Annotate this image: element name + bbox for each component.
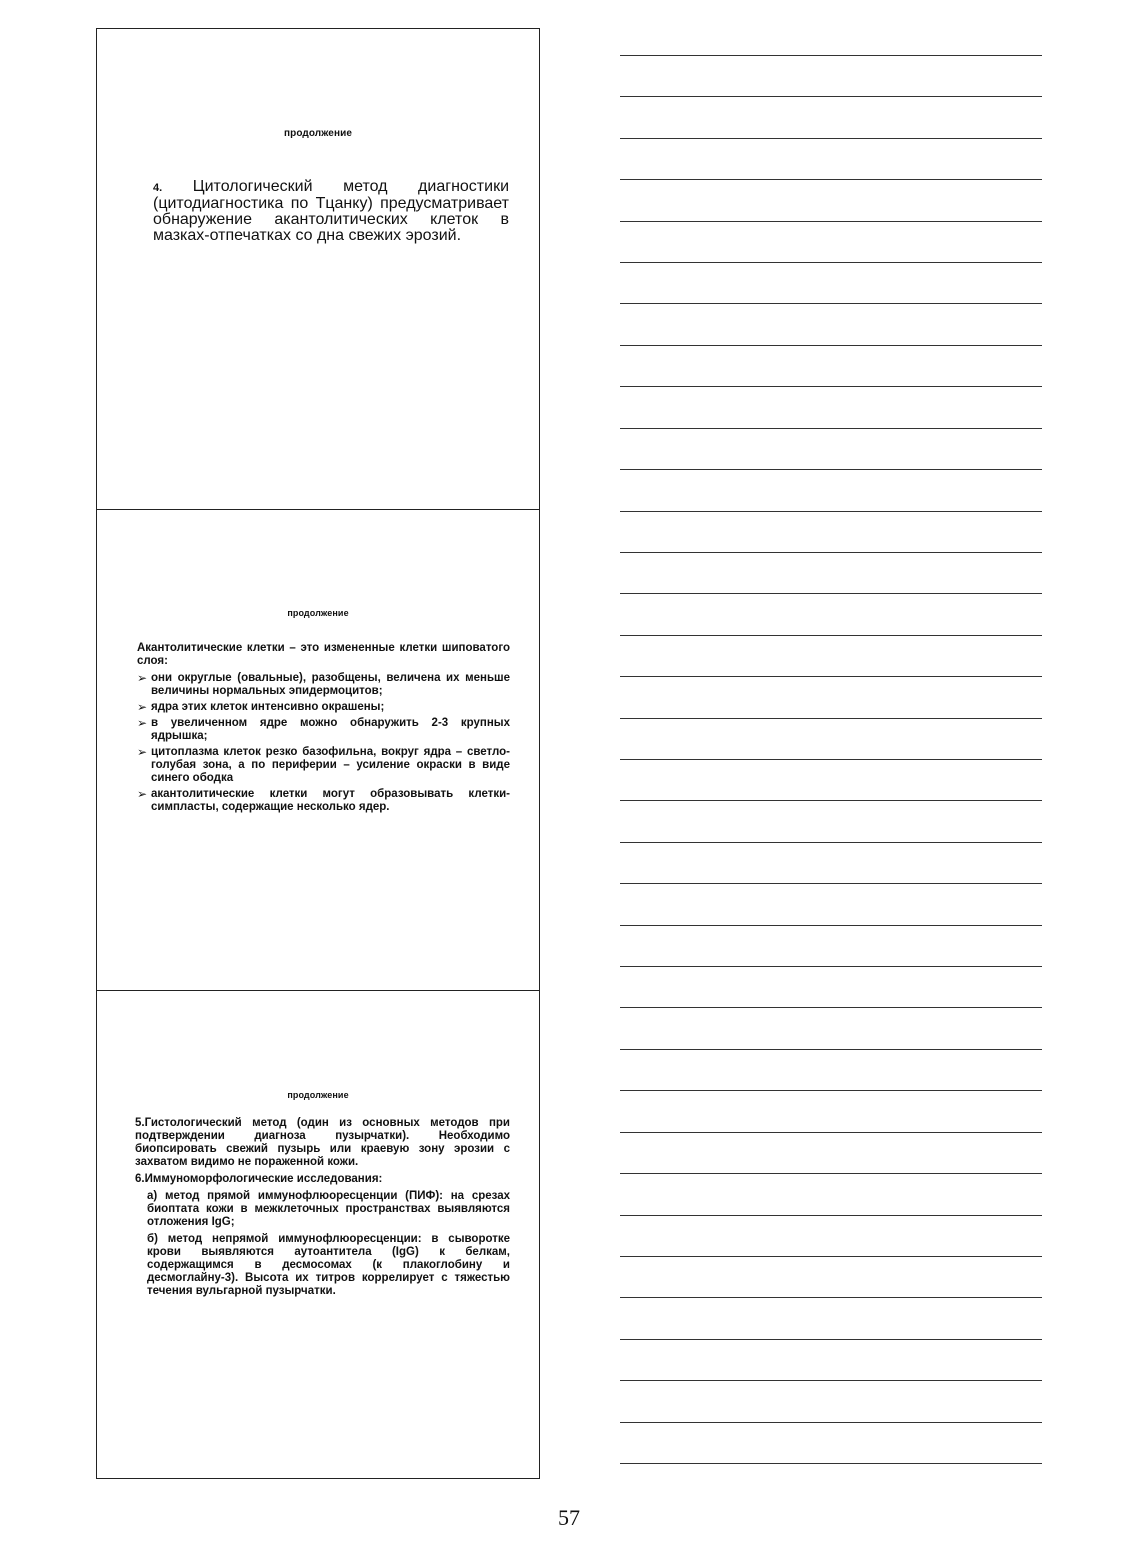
slide-text: [153, 179, 509, 244]
cytology-text: Цитологический метод диагностики (цитодиагностика по Тцанку) предусматривает обнаружение акантолитических клеток в мазках-отпечатках со дна свежих эрозий.: [153, 178, 510, 244]
slide-heading: продолжение: [287, 608, 349, 618]
note-line: [620, 1256, 1042, 1257]
slide-cytology: [97, 29, 539, 509]
note-line: [620, 759, 1042, 760]
note-line: [620, 428, 1042, 429]
slides-column: [96, 28, 540, 1479]
slide-heading: продолжение: [287, 1090, 349, 1100]
note-line: [620, 1049, 1042, 1050]
note-line: [620, 303, 1042, 304]
note-line: [620, 345, 1042, 346]
note-line: [620, 800, 1042, 801]
slide-body: [137, 642, 510, 817]
note-line: [620, 966, 1042, 967]
note-line: [620, 593, 1042, 594]
notes-lines-area: [620, 0, 1042, 1480]
page-number: 57: [558, 1505, 580, 1530]
histology-paragraph: 5.Гистологический метод (один из основных методов при подтверждении диагноза пузырчатки). Необходимо биопсировать свежий пузырь или краевую зону эрозии с захватом видимо не пораженной кожи.: [135, 1117, 510, 1168]
intro-text: Акантолитические клетки – это измененные клетки шиповатого слоя:: [137, 642, 510, 667]
note-line: [620, 96, 1042, 97]
note-line: [620, 925, 1042, 926]
note-line: [620, 262, 1042, 263]
note-line: [620, 1132, 1042, 1133]
note-line: [620, 55, 1042, 56]
note-line: [620, 1339, 1042, 1340]
list-item: ➢ цитоплазма клеток резко базофильна, вокруг ядра – светло-голубая зона, а по периферии – усиление окраски в виде синего ободка: [137, 745, 510, 784]
note-line: [620, 1090, 1042, 1091]
direct-if-paragraph: а) метод прямой иммунофлюоресценции (ПИФ): на срезах биоптата кожи в межклеточных пространствах выявляются отложения IgG;: [147, 1190, 510, 1228]
arrow-bullet-icon: ➢: [137, 745, 148, 759]
slide-heading: продолжение: [283, 128, 353, 139]
immunology-heading: 6.Иммуноморфологические исследования:: [135, 1173, 383, 1185]
note-line: [620, 635, 1042, 636]
slide-acantholytic-cells: [97, 509, 539, 990]
item-number: 4.: [153, 182, 163, 194]
slide-body: [135, 1117, 510, 1302]
arrow-bullet-icon: ➢: [137, 700, 148, 714]
bullet-list: [137, 672, 510, 814]
note-line: [620, 842, 1042, 843]
list-item: ➢ акантолитические клетки могут образовывать клетки-симпласты, содержащие несколько ядер.: [137, 787, 510, 813]
indirect-if-paragraph: б) метод непрямой иммунофлюоресценции: в сыворотке крови выявляются аутоантитела (IgG) к белкам, содержащимся в десмосомах (к плакоглобину и десмоглайну-3). Высота их титров коррелирует с тяжестью течения вульгарной пузырчатки.: [147, 1233, 510, 1297]
note-line: [620, 1380, 1042, 1381]
note-line: [620, 1007, 1042, 1008]
note-line: [620, 511, 1042, 512]
note-line: [620, 676, 1042, 677]
note-line: [620, 1297, 1042, 1298]
note-line: [620, 1215, 1042, 1216]
note-line: [620, 179, 1042, 180]
note-line: [620, 469, 1042, 470]
list-item: ➢ ядра этих клеток интенсивно окрашены;: [137, 700, 385, 714]
note-line: [620, 1422, 1042, 1423]
note-line: [620, 138, 1042, 139]
note-line: [620, 221, 1042, 222]
arrow-bullet-icon: ➢: [137, 787, 148, 801]
arrow-bullet-icon: ➢: [137, 671, 148, 685]
list-item: ➢ они округлые (овальные), разобщены, величена их меньше величины нормальных эпидермоцитов;: [137, 671, 510, 697]
note-line: [620, 1173, 1042, 1174]
slide-histology-immunology: [97, 990, 539, 1477]
note-line: [620, 1463, 1042, 1464]
immunology-methods: [135, 1190, 510, 1298]
list-item: ➢ в увеличенном ядре можно обнаружить 2-3 крупных ядрышка;: [137, 716, 510, 742]
note-line: [620, 386, 1042, 387]
note-line: [620, 718, 1042, 719]
note-line: [620, 552, 1042, 553]
note-line: [620, 883, 1042, 884]
arrow-bullet-icon: ➢: [137, 716, 148, 730]
